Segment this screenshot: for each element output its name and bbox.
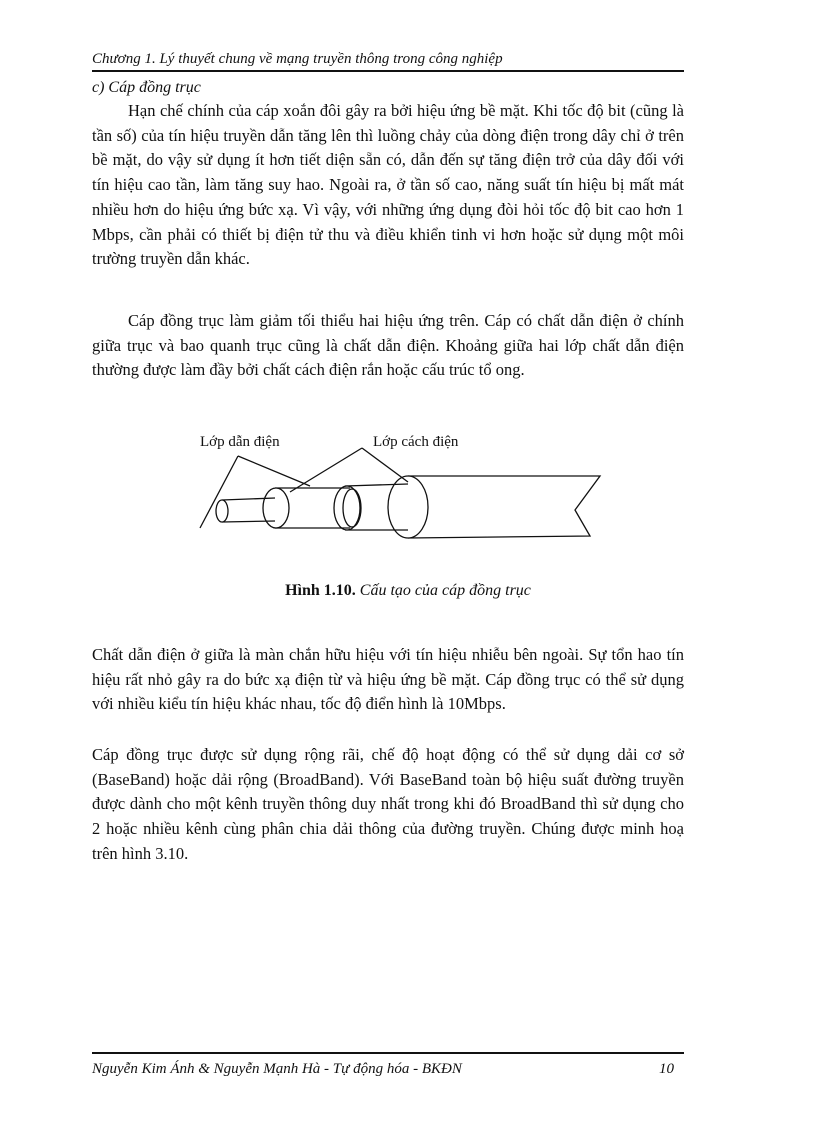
page-footer (92, 1052, 684, 1078)
paragraph-shielding: Chất dẫn điện ở giữa là màn chắn hữu hiệu với tín hiệu nhiễu bên ngoài. Sự tổn hao tín hiệu rất nhỏ gây ra do bức xạ điện từ và hiệu ứng bề mặt. Cáp đồng trục có thể sử dụng với nhiều kiểu tín hiệu khác nhau, tốc độ điển hình là 10Mbps. (92, 645, 684, 714)
section-title: c) Cáp đồng trục (92, 79, 201, 96)
chapter-title: Chương 1. Lý thuyết chung về mạng truyền thông trong công nghiệp (92, 51, 503, 67)
label-insulator-layer: Lớp cách điện (373, 434, 459, 450)
footer-authors: Nguyễn Kim Ánh & Nguyễn Mạnh Hà - Tự động hóa - BKĐN (92, 1061, 462, 1077)
coaxial-cable-figure (180, 428, 620, 563)
caption-text: Cấu tạo của cáp đồng trục (359, 582, 531, 599)
page-header (92, 50, 684, 72)
paragraph-skin-effect: Hạn chế chính của cáp xoắn đôi gây ra bởi hiệu ứng bề mặt. Khi tốc độ bit (cũng là tần số) của tín hiệu truyền dẫn tăng lên thì luồng chảy của dòng điện trong dây chỉ ở trên bề mặt, do vậy sử dụng ít hơn tiết diện sẵn có, dẫn đến sự tăng điện trở của dây đối với tín hiệu cao tần, làm tăng suy hao. Ngoài ra, ở tần số cao, năng suất tín hiệu bị mất mát nhiều hơn do hiệu ứng bức xạ. Vì vậy, với những ứng dụng đòi hỏi tốc độ bit cao hơn 1 Mbps, cần phải có thiết bị điện tử thu và điều khiển tinh vi hơn hoặc sử dụng một môi trường truyền dẫn khác. (92, 101, 684, 269)
label-conductor-layer: Lớp dẫn điện (200, 434, 280, 450)
page-number: 10 (659, 1061, 674, 1077)
figure-caption (0, 582, 816, 600)
paragraph-baseband-broadband: Cáp đồng trục được sử dụng rộng rãi, chế độ hoạt động có thể sử dụng dải cơ sở (BaseBand) hoặc dải rộng (BroadBand). Với BaseBand toàn bộ hiệu suất đường truyền được dành cho một kênh truyền thông duy nhất trong khi đó BroadBand thì sử dụng cho 2 hoặc nhiều kênh cùng phân chia dải thông của đường truyền. Chúng được minh hoạ trên hình 3.10. (92, 745, 684, 863)
caption-number: Hình 1.10. (285, 582, 356, 599)
paragraph-coax-structure: Cáp đồng trục làm giảm tối thiểu hai hiệu ứng trên. Cáp có chất dẫn điện ở chính giữa trục và bao quanh trục cũng là chất dẫn điện. Khoảng giữa hai lớp chất dẫn điện thường được làm đầy bởi chất cách điện rắn hoặc cấu trúc tổ ong. (92, 311, 684, 380)
